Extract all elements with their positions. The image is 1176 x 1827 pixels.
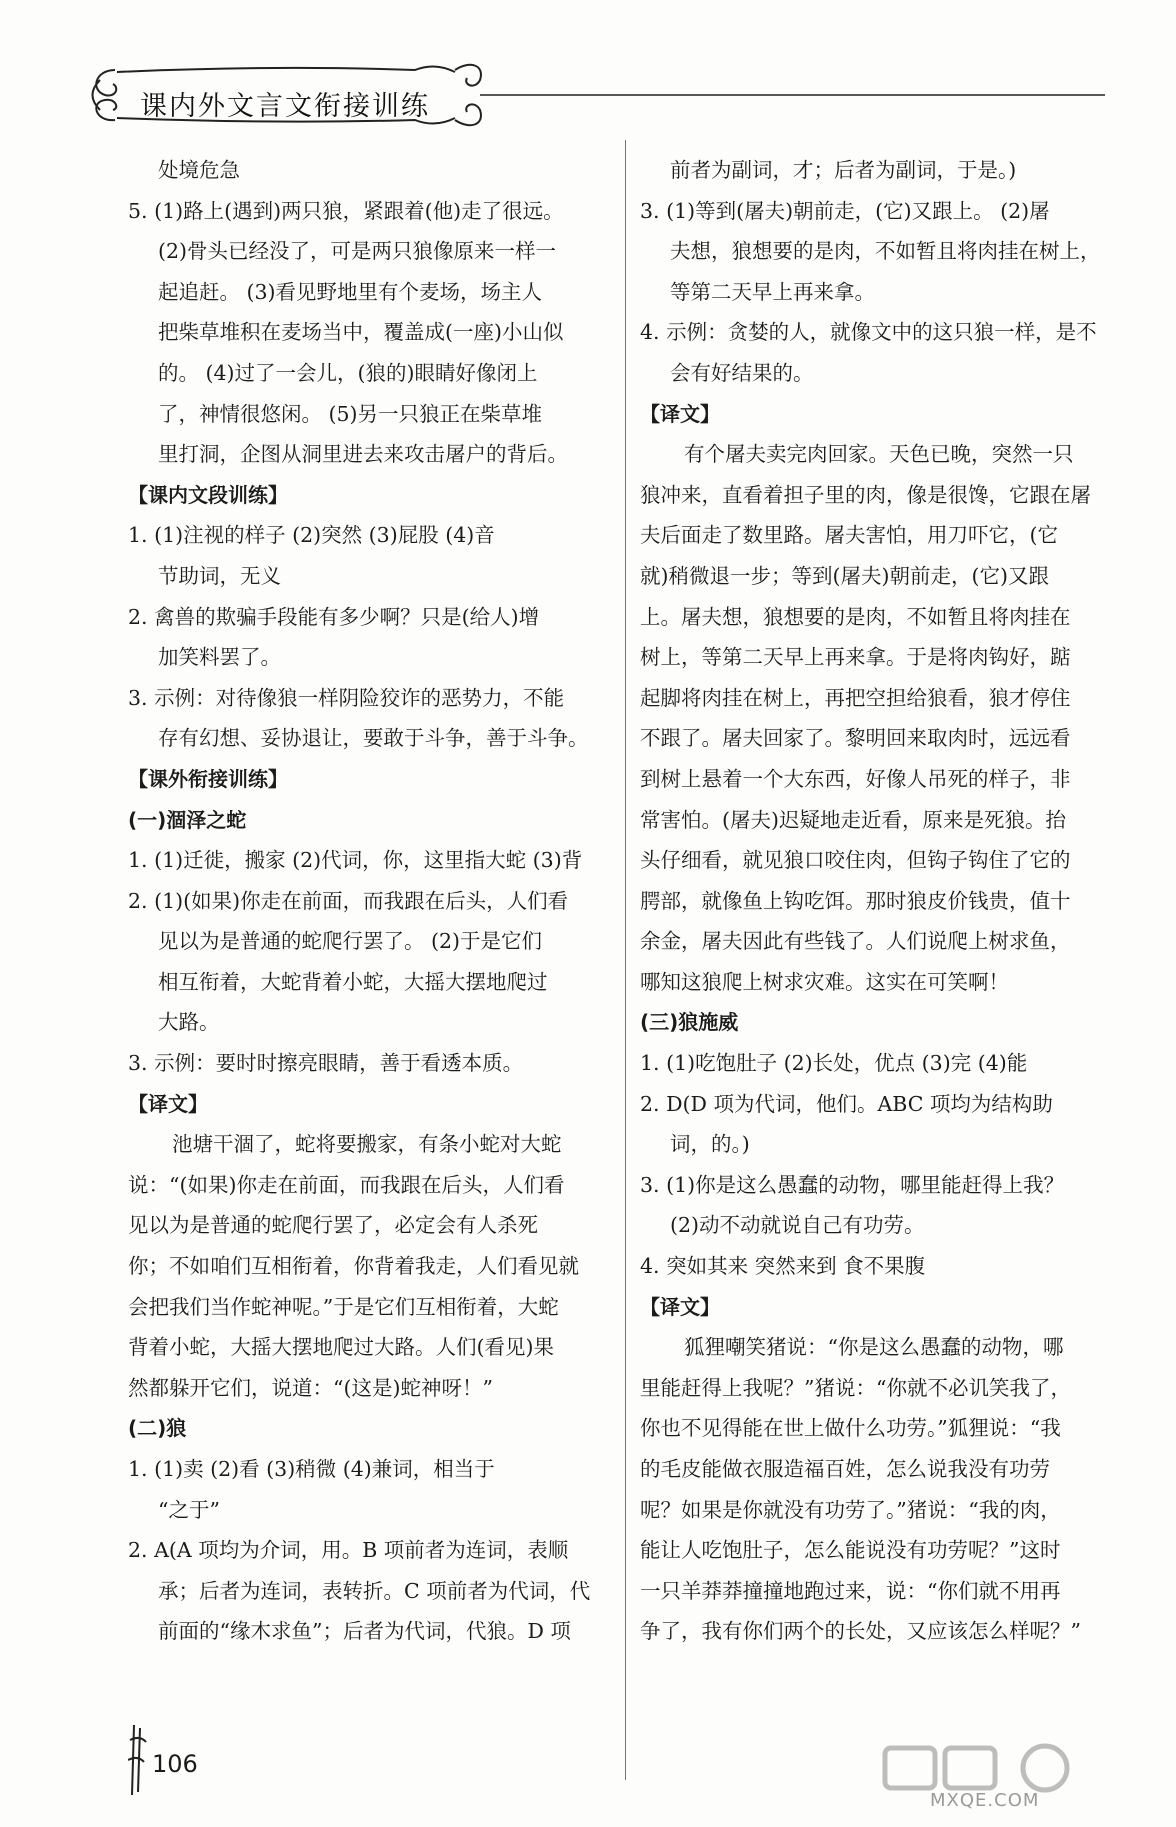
- right-column-line: 有个屠夫卖完肉回家。天色已晚，突然一只: [684, 442, 1074, 467]
- left-column-line: 大路。: [158, 1010, 220, 1035]
- right-column-line: 4. 示例：贪婪的人，就像文中的这只狼一样，是不: [640, 320, 1097, 345]
- left-column-line: 你；不如咱们互相衔着，你背着我走，人们看见就: [128, 1254, 579, 1279]
- right-column-line: 就)稍微退一步；等到(屠夫)朝前走，(它)又跟: [640, 563, 1049, 588]
- right-column-line: 你也不见得能在世上做什么功劳。”狐狸说：“我: [640, 1416, 1061, 1441]
- right-column-line: 上。屠夫想，狼想要的是肉，不如暂且将肉挂在: [640, 604, 1071, 629]
- right-column-line: 前者为副词，才；后者为副词，于是。): [670, 158, 1017, 182]
- right-column: [640, 150, 1130, 1652]
- left-column-line: (二)狼: [128, 1416, 187, 1441]
- right-column-line: 3. (1)等到(屠夫)朝前走，(它)又跟上。 (2)屠: [640, 198, 1050, 223]
- left-column-line: 起追赶。 (3)看见野地里有个麦场，场主人: [158, 279, 543, 304]
- left-column-line: 里打洞，企图从洞里进去来攻击屠户的背后。: [158, 442, 568, 467]
- right-column-line: 一只羊莽莽撞撞地跑过来，说：“你们就不用再: [640, 1578, 1061, 1603]
- left-column-line: 前面的“缘木求鱼”；后者为代词，代狼。D 项: [158, 1619, 571, 1644]
- right-column-line: 树上，等第二天早上再来拿。于是将肉钩好，踮: [640, 645, 1071, 670]
- right-column-line: 夫后面走了数里路。屠夫害怕，用刀吓它，(它: [640, 523, 1058, 548]
- left-column-line: 【课内文段训练】: [128, 482, 288, 507]
- right-column-line: (三)狼施威: [640, 1010, 739, 1035]
- left-column-line: 5. (1)路上(遇到)两只狼，紧跟着(他)走了很远。: [128, 198, 564, 223]
- left-column-line: 见以为是普通的蛇爬行罢了。 (2)于是它们: [158, 929, 543, 954]
- left-column-line: 承；后者为连词，表转折。C 项前者为代词，代: [158, 1578, 591, 1603]
- left-column-line: 【课外衔接训练】: [128, 766, 288, 791]
- left-column-line: “之于”: [158, 1497, 220, 1522]
- right-column-line: 会有好结果的。: [670, 360, 814, 385]
- left-column-line: 存有幻想、妥协退让，要敢于斗争，善于斗争。: [158, 726, 589, 751]
- page-header: [75, 40, 1105, 140]
- left-column-line: 3. 示例：对待像狼一样阴险狡诈的恶势力，不能: [128, 685, 565, 710]
- header-title: 课内外文言文衔接训练: [140, 91, 430, 122]
- left-column: [128, 150, 628, 1652]
- right-column-line: 狐狸嘲笑猪说：“你是这么愚蠢的动物，哪: [684, 1335, 1064, 1360]
- left-column-line: 2. 禽兽的欺骗手段能有多少啊？只是(给人)增: [128, 604, 540, 629]
- right-column-line: 起脚将肉挂在树上，再把空担给狼看，狼才停住: [640, 685, 1071, 710]
- right-column-line: 常害怕。(屠夫)迟疑地走近看，原来是死狼。抬: [640, 807, 1066, 832]
- left-column-line: 相互衔着，大蛇背着小蛇，大摇大摆地爬过: [158, 969, 548, 994]
- right-column-line: 【译文】: [640, 401, 720, 426]
- right-column-line: 不跟了。屠夫回家了。黎明回来取肉时，远远看: [640, 726, 1071, 751]
- left-column-line: 的。 (4)过了一会儿，(狼的)眼睛好像闭上: [158, 360, 538, 385]
- left-column-line: 加笑料罢了。: [158, 645, 281, 670]
- right-column-line: 【译文】: [640, 1294, 720, 1319]
- right-column-line: 余金，屠夫因此有些钱了。人们说爬上树求鱼，: [640, 929, 1071, 954]
- right-column-line: 腭部，就像鱼上钩吃饵。那时狼皮价钱贵，值十: [640, 888, 1071, 913]
- right-column-line: 等第二天早上再来拿。: [670, 279, 875, 304]
- right-column-line: 争了，我有你们两个的长处，又应该怎么样呢？”: [640, 1619, 1081, 1644]
- left-column-line: 1. (1)迁徙，搬家 (2)代词，你，这里指大蛇 (3)背: [128, 848, 583, 873]
- right-column-line: 能让人吃饱肚子，怎么能说没有功劳呢？”这时: [640, 1538, 1061, 1563]
- left-column-line: 2. A(A 项均为介词，用。B 项前者为连词，表顺: [128, 1538, 569, 1563]
- left-column-line: 1. (1)卖 (2)看 (3)稍微 (4)兼词，相当于: [128, 1457, 495, 1481]
- left-column-line: 池塘干涸了，蛇将要搬家，有条小蛇对大蛇: [172, 1132, 562, 1157]
- left-column-line: 节助词，无义: [158, 563, 281, 588]
- right-column-line: 4. 突如其来 突然来到 食不果腹: [640, 1254, 926, 1279]
- right-column-line: 狼冲来，直看着担子里的肉，像是很馋，它跟在屠: [640, 482, 1091, 507]
- right-column-line: 3. (1)你是这么愚蠢的动物，哪里能赶得上我？: [640, 1172, 1065, 1197]
- left-column-line: (一)涸泽之蛇: [128, 807, 247, 832]
- right-column-line: 哪知这狼爬上树求灾难。这实在可笑啊！: [640, 969, 1009, 994]
- left-column-line: 了，神情很悠闲。 (5)另一只狼正在柴草堆: [158, 401, 543, 426]
- right-column-line: (2)动不动就说自己有功劳。: [670, 1213, 925, 1238]
- left-column-line: 然都躲开它们，说道：“(这是)蛇神呀！”: [128, 1375, 493, 1400]
- left-column-line: 2. (1)(如果)你走在前面，而我跟在后头，人们看: [128, 888, 569, 913]
- left-column-line: 3. 示例：要时时擦亮眼睛，善于看透本质。: [128, 1051, 524, 1076]
- right-column-line: 到树上悬着一个大东西，好像人吊死的样子，非: [640, 766, 1071, 791]
- right-column-line: 里能赶得上我呢？”猪说：“你就不必讥笑我了，: [640, 1375, 1071, 1400]
- left-column-line: 1. (1)注视的样子 (2)突然 (3)屁股 (4)音: [128, 523, 495, 548]
- left-column-line: 背着小蛇，大摇大摆地爬过大路。人们(看见)果: [128, 1335, 554, 1360]
- right-column-line: 词，的。): [670, 1132, 750, 1157]
- right-column-line: 呢？如果是你就没有功劳了。”猪说：“我的肉，: [640, 1497, 1061, 1522]
- right-column-line: 2. D(D 项为代词，他们。ABC 项均为结构助: [640, 1091, 1053, 1116]
- watermark-text: MXQE.COM: [930, 1790, 1040, 1811]
- left-column-line: 会把我们当作蛇神呢。”于是它们互相衔着，大蛇: [128, 1294, 559, 1319]
- left-column-line: 见以为是普通的蛇爬行罢了，必定会有人杀死: [128, 1213, 538, 1238]
- right-column-line: 的毛皮能做衣服造福百姓，怎么说我没有功劳: [640, 1457, 1050, 1481]
- left-column-line: 说：“(如果)你走在前面，而我跟在后头，人们看: [128, 1172, 565, 1197]
- left-column-line: 【译文】: [128, 1091, 208, 1116]
- left-column-line: 把柴草堆积在麦场当中，覆盖成(一座)小山似: [158, 320, 564, 345]
- left-column-line: (2)骨头已经没了，可是两只狼像原来一样一: [158, 239, 557, 264]
- right-column-line: 1. (1)吃饱肚子 (2)长处，优点 (3)完 (4)能: [640, 1051, 1028, 1076]
- right-column-line: 夫想，狼想要的是肉，不如暂且将肉挂在树上，: [670, 239, 1101, 264]
- left-column-line: 处境危急: [158, 158, 240, 182]
- right-column-line: 头仔细看，就见狼口咬住肉，但钩子钩住了它的: [640, 848, 1071, 873]
- page-number: 106: [152, 1750, 198, 1778]
